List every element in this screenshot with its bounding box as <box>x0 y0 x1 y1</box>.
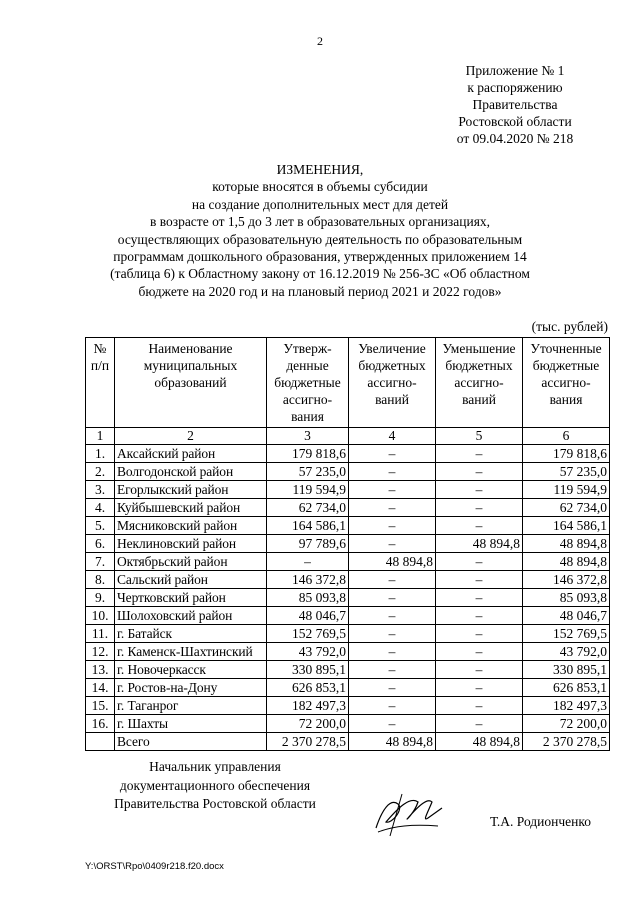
heading-line: на создание дополнительных мест для детей <box>191 196 449 212</box>
approved-amount: 152 769,5 <box>267 625 349 643</box>
approved-amount: 2 370 278,5 <box>267 733 349 751</box>
increase-amount: – <box>349 535 436 553</box>
file-path: Y:\ORST\Rpo\0409r218.f20.docx <box>85 861 224 872</box>
refined-amount: 146 372,8 <box>523 571 610 589</box>
signature-line: документационного обеспечения <box>119 777 311 793</box>
table-row <box>86 589 610 607</box>
approved-amount: 43 792,0 <box>267 643 349 661</box>
table-row <box>86 463 610 481</box>
subsidy-table <box>85 337 610 751</box>
header-municipality: Наименование муниципальных образований <box>115 338 267 428</box>
table-header-row <box>86 338 610 428</box>
increase-amount: – <box>349 589 436 607</box>
units-label: (тыс. рублей) <box>531 319 608 334</box>
municipality-name: г. Таганрог <box>115 697 267 715</box>
municipality-name: г. Новочеркасск <box>115 661 267 679</box>
decrease-amount: 48 894,8 <box>436 733 523 751</box>
refined-amount: 48 046,7 <box>523 607 610 625</box>
increase-amount: – <box>349 607 436 625</box>
signer-name: Т.А. Родионченко <box>490 814 591 829</box>
header-approved: Утверж-денные бюджетные ассигно-вания <box>267 338 349 428</box>
municipality-name: Неклиновский район <box>115 535 267 553</box>
row-number: 8. <box>86 571 115 589</box>
header-refined: Уточненные бюджетные ассигно-вания <box>523 338 610 428</box>
approved-amount: 57 235,0 <box>267 463 349 481</box>
municipality-name: Волгодонской район <box>115 463 267 481</box>
header-number: № п/п <box>86 338 115 428</box>
column-number: 2 <box>115 428 267 445</box>
row-number: 7. <box>86 553 115 571</box>
table-row <box>86 481 610 499</box>
table-row <box>86 499 610 517</box>
column-number-row <box>86 428 610 445</box>
appendix-line: Правительства <box>472 97 558 112</box>
approved-amount: 72 200,0 <box>267 715 349 733</box>
decrease-amount: – <box>436 481 523 499</box>
row-number: 13. <box>86 661 115 679</box>
row-number <box>86 733 115 751</box>
decrease-amount: – <box>436 553 523 571</box>
table-row <box>86 571 610 589</box>
row-number: 9. <box>86 589 115 607</box>
row-number: 14. <box>86 679 115 697</box>
column-number: 1 <box>86 428 115 445</box>
refined-amount: 164 586,1 <box>523 517 610 535</box>
column-number: 6 <box>523 428 610 445</box>
refined-amount: 152 769,5 <box>523 625 610 643</box>
row-number: 3. <box>86 481 115 499</box>
appendix-block <box>400 62 630 147</box>
increase-amount: – <box>349 445 436 463</box>
approved-amount: 626 853,1 <box>267 679 349 697</box>
signature-line: Начальник управления <box>149 759 281 774</box>
increase-amount: – <box>349 679 436 697</box>
increase-amount: – <box>349 661 436 679</box>
heading-line: бюджете на 2020 год и на плановый период 2021 и 2022 годов» <box>138 283 502 299</box>
refined-amount: 179 818,6 <box>523 445 610 463</box>
decrease-amount: – <box>436 715 523 733</box>
municipality-name: г. Батайск <box>115 625 267 643</box>
row-number: 15. <box>86 697 115 715</box>
row-number: 2. <box>86 463 115 481</box>
refined-amount: 2 370 278,5 <box>523 733 610 751</box>
decrease-amount: – <box>436 463 523 481</box>
municipality-name: Егорлыкский район <box>115 481 267 499</box>
decrease-amount: – <box>436 517 523 535</box>
increase-amount: – <box>349 571 436 589</box>
increase-amount: – <box>349 481 436 499</box>
decrease-amount: – <box>436 697 523 715</box>
refined-amount: 57 235,0 <box>523 463 610 481</box>
municipality-name: Чертковский район <box>115 589 267 607</box>
row-number: 6. <box>86 535 115 553</box>
municipality-name: Всего <box>115 733 267 751</box>
appendix-line: от 09.04.2020 № 218 <box>456 131 574 146</box>
decrease-amount: – <box>436 445 523 463</box>
row-number: 10. <box>86 607 115 625</box>
column-number: 3 <box>267 428 349 445</box>
refined-amount: 48 894,8 <box>523 553 610 571</box>
heading-line: которые вносятся в объемы субсидии <box>212 179 428 195</box>
table-row <box>86 607 610 625</box>
decrease-amount: – <box>436 571 523 589</box>
municipality-name: г. Ростов-на-Дону <box>115 679 267 697</box>
approved-amount: 179 818,6 <box>267 445 349 463</box>
approved-amount: 146 372,8 <box>267 571 349 589</box>
decrease-amount: – <box>436 499 523 517</box>
table-row <box>86 715 610 733</box>
header-increase: Увеличение бюджетных ассигно-ваний <box>349 338 436 428</box>
municipality-name: Шолоховский район <box>115 607 267 625</box>
municipality-name: г. Каменск-Шахтинский <box>115 643 267 661</box>
decrease-amount: – <box>436 607 523 625</box>
increase-amount: – <box>349 625 436 643</box>
approved-amount: 97 789,6 <box>267 535 349 553</box>
row-number: 5. <box>86 517 115 535</box>
increase-amount: 48 894,8 <box>349 733 436 751</box>
increase-amount: – <box>349 643 436 661</box>
appendix-line: к распоряжению <box>467 80 563 95</box>
heading-line: (таблица 6) к Областному закону от 16.12.2019 № 256-ЗС «Об областном <box>110 266 530 282</box>
municipality-name: Аксайский район <box>115 445 267 463</box>
table-row <box>86 535 610 553</box>
row-number: 1. <box>86 445 115 463</box>
decrease-amount: – <box>436 661 523 679</box>
decrease-amount: – <box>436 679 523 697</box>
increase-amount: – <box>349 517 436 535</box>
table-row <box>86 517 610 535</box>
row-number: 16. <box>86 715 115 733</box>
table-row <box>86 643 610 661</box>
approved-amount: 48 046,7 <box>267 607 349 625</box>
heading-line: программам дошкольного образования, утвержденных приложением 14 <box>113 249 527 265</box>
row-number: 4. <box>86 499 115 517</box>
approved-amount: 182 497,3 <box>267 697 349 715</box>
table-row <box>86 679 610 697</box>
increase-amount: – <box>349 499 436 517</box>
row-number: 12. <box>86 643 115 661</box>
table-row <box>86 445 610 463</box>
decrease-amount: – <box>436 625 523 643</box>
table-row <box>86 697 610 715</box>
approved-amount: 119 594,9 <box>267 481 349 499</box>
refined-amount: 182 497,3 <box>523 697 610 715</box>
approved-amount: 85 093,8 <box>267 589 349 607</box>
signature-block <box>85 758 345 814</box>
refined-amount: 72 200,0 <box>523 715 610 733</box>
refined-amount: 330 895,1 <box>523 661 610 679</box>
increase-amount: – <box>349 715 436 733</box>
table-row <box>86 661 610 679</box>
refined-amount: 85 093,8 <box>523 589 610 607</box>
column-number: 5 <box>436 428 523 445</box>
appendix-line: Ростовской области <box>458 114 572 129</box>
approved-amount: – <box>267 553 349 571</box>
handwritten-signature <box>368 788 448 838</box>
heading-line: в возрасте от 1,5 до 3 лет в образовательных организациях, <box>149 214 491 230</box>
decrease-amount: – <box>436 643 523 661</box>
refined-amount: 43 792,0 <box>523 643 610 661</box>
municipality-name: г. Шахты <box>115 715 267 733</box>
heading-title: ИЗМЕНЕНИЯ, <box>276 162 364 177</box>
increase-amount: 48 894,8 <box>349 553 436 571</box>
approved-amount: 62 734,0 <box>267 499 349 517</box>
row-number: 11. <box>86 625 115 643</box>
appendix-line: Приложение № 1 <box>465 63 565 78</box>
municipality-name: Куйбышевский район <box>115 499 267 517</box>
total-row <box>86 733 610 751</box>
approved-amount: 164 586,1 <box>267 517 349 535</box>
increase-amount: – <box>349 697 436 715</box>
document-heading <box>20 161 620 300</box>
header-decrease: Уменьшение бюджетных ассигно-ваний <box>436 338 523 428</box>
approved-amount: 330 895,1 <box>267 661 349 679</box>
municipality-name: Октябрьский район <box>115 553 267 571</box>
refined-amount: 48 894,8 <box>523 535 610 553</box>
table-row <box>86 553 610 571</box>
column-number: 4 <box>349 428 436 445</box>
municipality-name: Мясниковский район <box>115 517 267 535</box>
refined-amount: 626 853,1 <box>523 679 610 697</box>
municipality-name: Сальский район <box>115 571 267 589</box>
decrease-amount: – <box>436 589 523 607</box>
decrease-amount: 48 894,8 <box>436 535 523 553</box>
heading-line: осуществляющих образовательную деятельность по образовательным <box>117 231 523 247</box>
increase-amount: – <box>349 463 436 481</box>
refined-amount: 119 594,9 <box>523 481 610 499</box>
refined-amount: 62 734,0 <box>523 499 610 517</box>
page-number: 2 <box>317 34 323 48</box>
table-row <box>86 625 610 643</box>
signature-line: Правительства Ростовской области <box>114 796 316 811</box>
